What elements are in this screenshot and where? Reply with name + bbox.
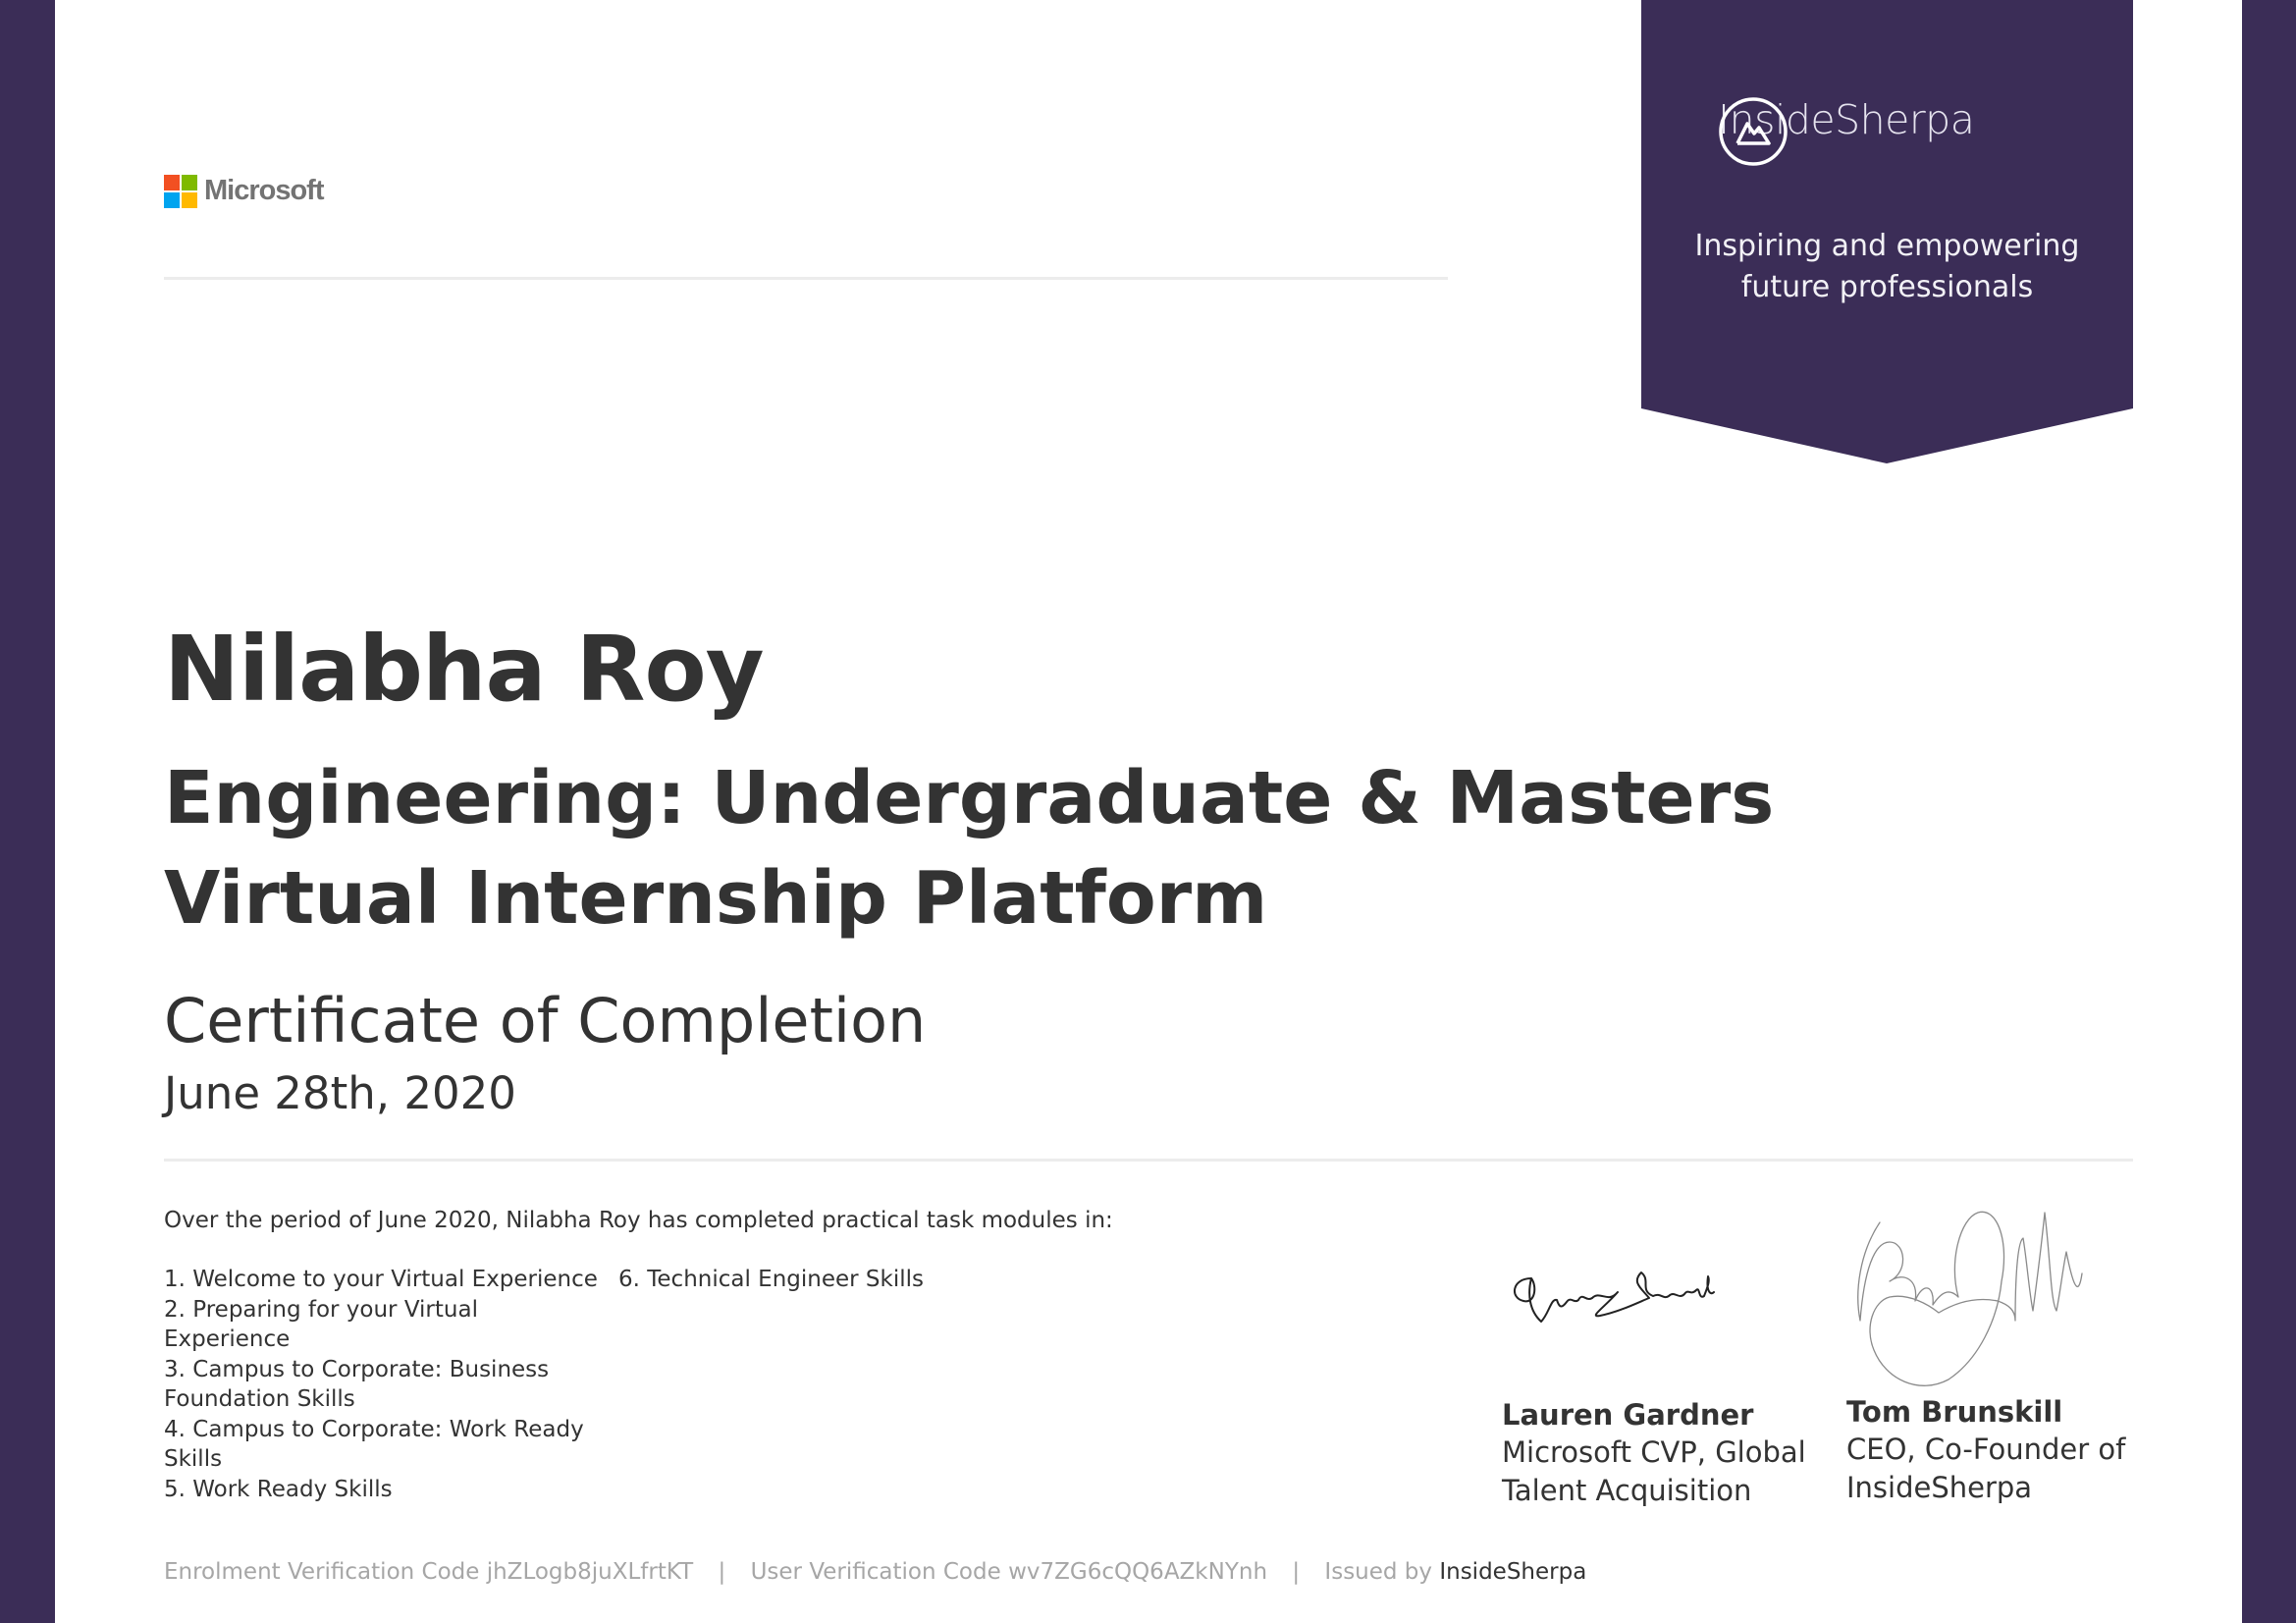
signature-lauren-gardner: [1502, 1257, 1737, 1340]
list-item: 3. Campus to Corporate: Business Foundation Skills: [164, 1356, 550, 1412]
signatory-role-lauren: [1502, 1434, 1806, 1510]
right-border: [2242, 0, 2296, 1623]
signatory-name-lauren: Lauren Gardner: [1502, 1398, 1754, 1432]
signatory-role-line2: InsideSherpa: [1846, 1471, 2033, 1504]
list-item: 4. Campus to Corporate: Work Ready Skills: [164, 1416, 584, 1472]
signatory-role-tom: [1846, 1431, 2125, 1507]
enrolment-code: jhZLogb8juXLfrtKT: [486, 1559, 694, 1585]
issuer-name: InsideSherpa: [1439, 1559, 1587, 1585]
list-item: 1. Welcome to your Virtual Experience: [164, 1267, 598, 1292]
insidesherpa-banner: [1641, 0, 2133, 463]
signatory-role-line1: CEO, Co-Founder of: [1846, 1433, 2126, 1466]
certificate-title: Certificate of Completion: [164, 985, 927, 1056]
signatory-role-line1: Microsoft CVP, Global: [1502, 1435, 1806, 1469]
microsoft-logo: [164, 174, 324, 208]
recipient-name: Nilabha Roy: [164, 617, 764, 722]
footer-separator: |: [1292, 1559, 1301, 1585]
list-item: 2. Preparing for your Virtual Experience: [164, 1296, 478, 1352]
user-code-label: User Verification Code: [750, 1559, 1001, 1585]
certificate-date: June 28th, 2020: [164, 1067, 516, 1119]
verification-footer: [164, 1559, 1586, 1585]
program-title-line2: Virtual Internship Platform: [164, 856, 1268, 941]
microsoft-wordmark: Microsoft: [204, 175, 324, 206]
completion-summary: Over the period of June 2020, Nilabha Roy has completed practical task modules in:: [164, 1208, 1113, 1233]
signatory-role-line2: Talent Acquisition: [1502, 1474, 1752, 1507]
signature-tom-brunskill: [1850, 1203, 2096, 1394]
top-divider: [164, 277, 1448, 280]
list-item: 6. Technical Engineer Skills: [618, 1267, 924, 1292]
list-item: 5. Work Ready Skills: [164, 1476, 393, 1502]
footer-separator: |: [718, 1559, 726, 1585]
mountain-circle-icon: [1718, 96, 1789, 167]
middle-divider: [164, 1159, 2133, 1162]
program-title-line1: Engineering: Undergraduate & Masters: [164, 756, 1775, 840]
program-title: [164, 748, 1774, 948]
issued-by-label: Issued by: [1324, 1559, 1433, 1585]
signatory-name-tom: Tom Brunskill: [1846, 1395, 2063, 1429]
banner-brand-name: InsideSherpa: [1718, 96, 1975, 143]
left-border: [0, 0, 55, 1623]
microsoft-logo-icon: [164, 175, 197, 208]
banner-tagline-line2: future professionals: [1740, 270, 2034, 304]
banner-tagline: [1641, 226, 2133, 308]
banner-tagline-line1: Inspiring and empowering: [1694, 229, 2080, 263]
module-list-column-2: [618, 1265, 1055, 1295]
user-code: wv7ZG6cQQ6AZkNYnh: [1008, 1559, 1268, 1585]
module-list-column-1: [164, 1265, 601, 1504]
enrolment-label: Enrolment Verification Code: [164, 1559, 480, 1585]
banner-brand: [1718, 96, 1974, 143]
